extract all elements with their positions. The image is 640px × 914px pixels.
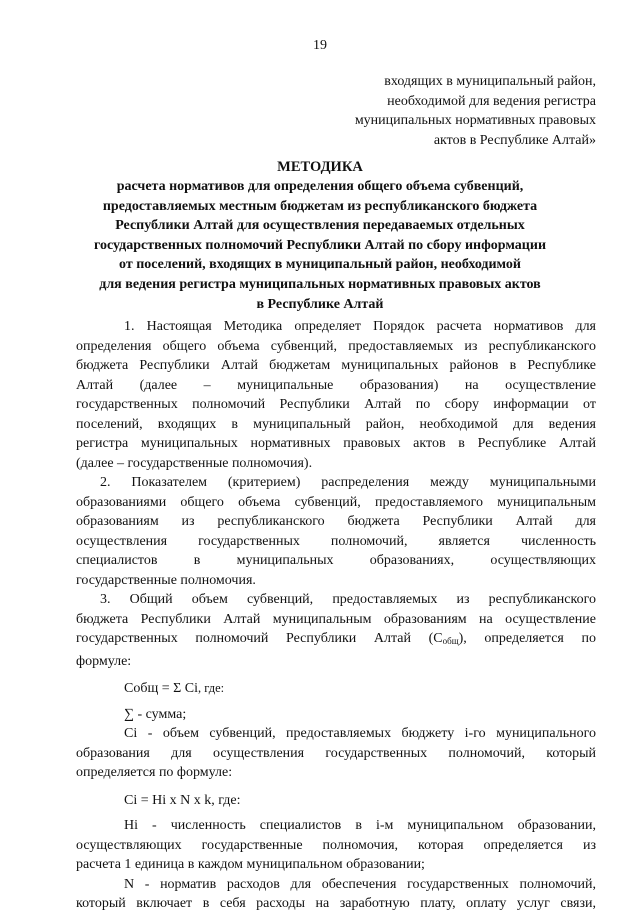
paragraph-line: образованиям из республиканского бюджета Республики Алтай для bbox=[76, 514, 596, 529]
document-body bbox=[76, 317, 596, 914]
sum-symbol: ∑ bbox=[124, 706, 134, 722]
subtitle-line: Республики Алтай для осуществления передаваемых отдельных bbox=[115, 218, 525, 234]
formula-text: Собщ = Σ Сi bbox=[124, 681, 199, 696]
header-note-line: муниципальных нормативных правовых bbox=[354, 113, 596, 128]
document-subtitle bbox=[40, 177, 600, 314]
paragraph-line: государственных полномочий Республики Алтай по сбору информации от bbox=[76, 397, 596, 412]
subtitle-line: государственных полномочий Республики Алтай по сбору информации bbox=[93, 237, 547, 253]
paragraph-line: специалистов в муниципальных образованиях, осуществляющих bbox=[76, 553, 596, 568]
page-number: 19 bbox=[313, 38, 327, 53]
paragraph-line: Ci - объем субвенций, предоставляемых бюджету i-го муниципального bbox=[124, 726, 596, 741]
header-note-line: необходимой для ведения регистра bbox=[387, 93, 596, 109]
formula-ci: Ci = Hi x N x k, где: bbox=[124, 792, 241, 808]
paragraph-line: 3. Общий объем субвенций, предоставляемых из республиканского bbox=[100, 592, 596, 607]
header-note bbox=[296, 72, 596, 150]
paragraph-line: определяется по формуле: bbox=[76, 765, 233, 780]
paragraph-line: который включает в себя расходы на заработную плату, оплату услуг связи, bbox=[76, 896, 596, 911]
subtitle-line: в Республике Алтай bbox=[256, 296, 384, 312]
paragraph-line: расчета 1 единица в каждом муниципальном образовании; bbox=[76, 857, 425, 872]
paragraph-text: ), определяется по bbox=[458, 631, 596, 646]
paragraph-line bbox=[76, 629, 596, 652]
header-note-line: актов в Республике Алтай» bbox=[433, 132, 596, 148]
paragraph-line: Алтай (далее – муниципальные образования) на осуществление bbox=[76, 377, 596, 393]
paragraph-line: определения общего объема субвенций, предоставляемых из республиканского bbox=[76, 338, 596, 354]
formula-tail: , где: bbox=[198, 681, 225, 695]
paragraph-line: бюджета Республики Алтай бюджетам муниципальных районов в Республике bbox=[76, 358, 596, 373]
paragraph-line: поселений, входящих в муниципальный район, необходимой для ведения bbox=[76, 416, 596, 432]
paragraph-line: осуществления государственных полномочий, является численность bbox=[76, 533, 596, 549]
paragraph-line: регистра муниципальных нормативных правовых актов в Республике Алтай bbox=[76, 436, 596, 451]
header-note-line: входящих в муниципальный район, bbox=[384, 74, 596, 89]
paragraph-line: (далее – государственные полномочия). bbox=[76, 455, 313, 471]
paragraph-text: государственных полномочий Республики Алтай (С bbox=[76, 631, 443, 646]
paragraph-line: 2. Показателем (критерием) распределения между муниципальными bbox=[100, 475, 596, 490]
paragraph-line: бюджета Республики Алтай муниципальным образованиям на осуществление bbox=[76, 611, 596, 627]
paragraph-line: Hi - численность специалистов в i-м муниципальном образовании, bbox=[124, 818, 596, 833]
paragraph-line: осуществляющих государственные полномочия, которая определяется из bbox=[76, 837, 596, 853]
subtitle-line: для ведения регистра муниципальных нормативных правовых актов bbox=[99, 276, 541, 292]
paragraph-line: N - норматив расходов для обеспечения государственных полномочий, bbox=[124, 876, 596, 892]
paragraph-line: образования для осуществления государственных полномочий, который bbox=[76, 745, 596, 761]
paragraph-line: государственные полномочия. bbox=[76, 572, 256, 588]
paragraph-line: образованиями общего объема субвенций, предоставляемого муниципальным bbox=[76, 494, 596, 510]
subtitle-line: расчета нормативов для определения общего объема субвенций, bbox=[116, 179, 524, 194]
paragraph-line: формуле: bbox=[76, 653, 132, 669]
document-title: МЕТОДИКА bbox=[277, 159, 363, 175]
paragraph-line: 1. Настоящая Методика определяет Порядок расчета нормативов для bbox=[124, 319, 596, 334]
sum-definition bbox=[76, 705, 596, 725]
sum-text: - сумма; bbox=[133, 706, 187, 722]
subtitle-line: предоставляемых местным бюджетам из республиканского бюджета bbox=[102, 198, 538, 214]
subscript-text: общ bbox=[442, 636, 459, 646]
subtitle-line: от поселений, входящих в муниципальный район, необходимой bbox=[119, 257, 521, 273]
formula-total bbox=[76, 679, 596, 699]
